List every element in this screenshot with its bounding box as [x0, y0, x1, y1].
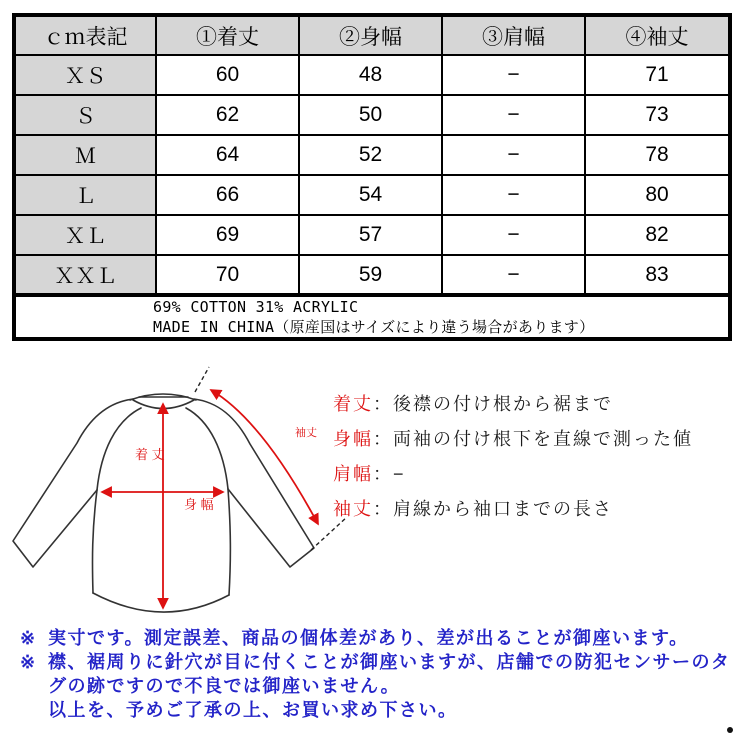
- legend-item-shoulder-width: [333, 465, 693, 483]
- note-line: [20, 626, 736, 650]
- legend-term: 袖丈: [333, 499, 373, 519]
- note-line: [20, 650, 736, 674]
- cell-value: −: [442, 255, 585, 295]
- note-text: 襟、裾周りに針穴が目に付くことが御座いますが、店舗での防犯センサーのタ: [48, 652, 731, 672]
- cell-value: 71: [585, 55, 730, 95]
- cell-value: 70: [156, 255, 299, 295]
- column-header-body-width: ②身幅: [299, 15, 442, 55]
- legend-term: 肩幅: [333, 464, 373, 484]
- sleeve-length-label: 袖丈: [295, 427, 317, 439]
- material-info-row: [14, 295, 730, 339]
- country-of-origin: MADE IN CHINA（原産国はサイズにより違う場合があります）: [153, 318, 595, 336]
- disclaimer-notes: [20, 626, 736, 722]
- cell-value: 82: [585, 215, 730, 255]
- shirt-measurement-diagram: [0, 364, 362, 636]
- cell-value: 66: [156, 175, 299, 215]
- cell-value: −: [442, 135, 585, 175]
- legend-colon: ：: [373, 394, 393, 414]
- note-text: 実寸です。測定誤差、商品の個体差があり、差が出ることが御座います。: [48, 628, 689, 648]
- note-marker: [20, 698, 48, 722]
- cell-value: 73: [585, 95, 730, 135]
- legend-colon: ：: [373, 499, 393, 519]
- measurement-legend: [333, 395, 693, 518]
- legend-term: 着丈: [333, 394, 373, 414]
- legend-desc: 肩線から袖口までの長さ: [393, 499, 613, 519]
- size-label: Ｌ: [14, 175, 156, 215]
- cell-value: 64: [156, 135, 299, 175]
- note-marker: ※: [20, 628, 37, 648]
- cell-value: 59: [299, 255, 442, 295]
- cell-value: −: [442, 215, 585, 255]
- body-width-label: 身 幅: [184, 497, 214, 512]
- table-row: [14, 95, 730, 135]
- body-length-label: 着 丈: [135, 447, 165, 462]
- cell-value: 83: [585, 255, 730, 295]
- sleeve-length-arrow: [211, 390, 318, 524]
- column-header-body-length: ①着丈: [156, 15, 299, 55]
- note-text: グの跡ですので不良では御座いません。: [48, 676, 401, 696]
- legend-item-body-length: [333, 395, 693, 413]
- cell-value: 54: [299, 175, 442, 215]
- legend-desc: −: [393, 464, 406, 484]
- note-text: 以上を、予めご了承の上、お買い求め下さい。: [48, 700, 458, 720]
- size-label: ＸＬ: [14, 215, 156, 255]
- cell-value: −: [442, 175, 585, 215]
- column-header-sleeve-length: ④袖丈: [585, 15, 730, 55]
- cell-value: 57: [299, 215, 442, 255]
- legend-item-sleeve-length: [333, 500, 693, 518]
- cell-value: 80: [585, 175, 730, 215]
- size-label: Ｍ: [14, 135, 156, 175]
- note-marker: ※: [20, 652, 37, 672]
- cell-value: −: [442, 55, 585, 95]
- size-label: ＸＸＬ: [14, 255, 156, 295]
- cell-value: 62: [156, 95, 299, 135]
- cell-value: 60: [156, 55, 299, 95]
- table-row: [14, 215, 730, 255]
- legend-term: 身幅: [333, 429, 373, 449]
- size-label: Ｓ: [14, 95, 156, 135]
- table-row: [14, 175, 730, 215]
- note-line: [20, 698, 736, 722]
- cell-value: −: [442, 95, 585, 135]
- cell-value: 52: [299, 135, 442, 175]
- size-label: ＸＳ: [14, 55, 156, 95]
- note-marker: [20, 674, 48, 698]
- table-header-row: [14, 15, 730, 55]
- note-line: [20, 674, 736, 698]
- legend-desc: 後襟の付け根から裾まで: [393, 394, 613, 414]
- cell-value: 50: [299, 95, 442, 135]
- size-spec-table: [12, 13, 732, 341]
- cell-value: 48: [299, 55, 442, 95]
- column-header-unit: ｃｍ表記: [14, 15, 156, 55]
- column-header-shoulder-width: ③肩幅: [442, 15, 585, 55]
- cell-value: 78: [585, 135, 730, 175]
- table-row: [14, 255, 730, 295]
- table-row: [14, 55, 730, 95]
- legend-desc: 両袖の付け根下を直線で測った値: [393, 429, 693, 449]
- legend-item-body-width: [333, 430, 693, 448]
- cell-value: 69: [156, 215, 299, 255]
- legend-colon: ：: [373, 464, 393, 484]
- material-composition: 69% COTTON 31% ACRYLIC: [153, 298, 359, 316]
- stray-dot: [727, 727, 733, 733]
- legend-colon: ：: [373, 429, 393, 449]
- table-row: [14, 135, 730, 175]
